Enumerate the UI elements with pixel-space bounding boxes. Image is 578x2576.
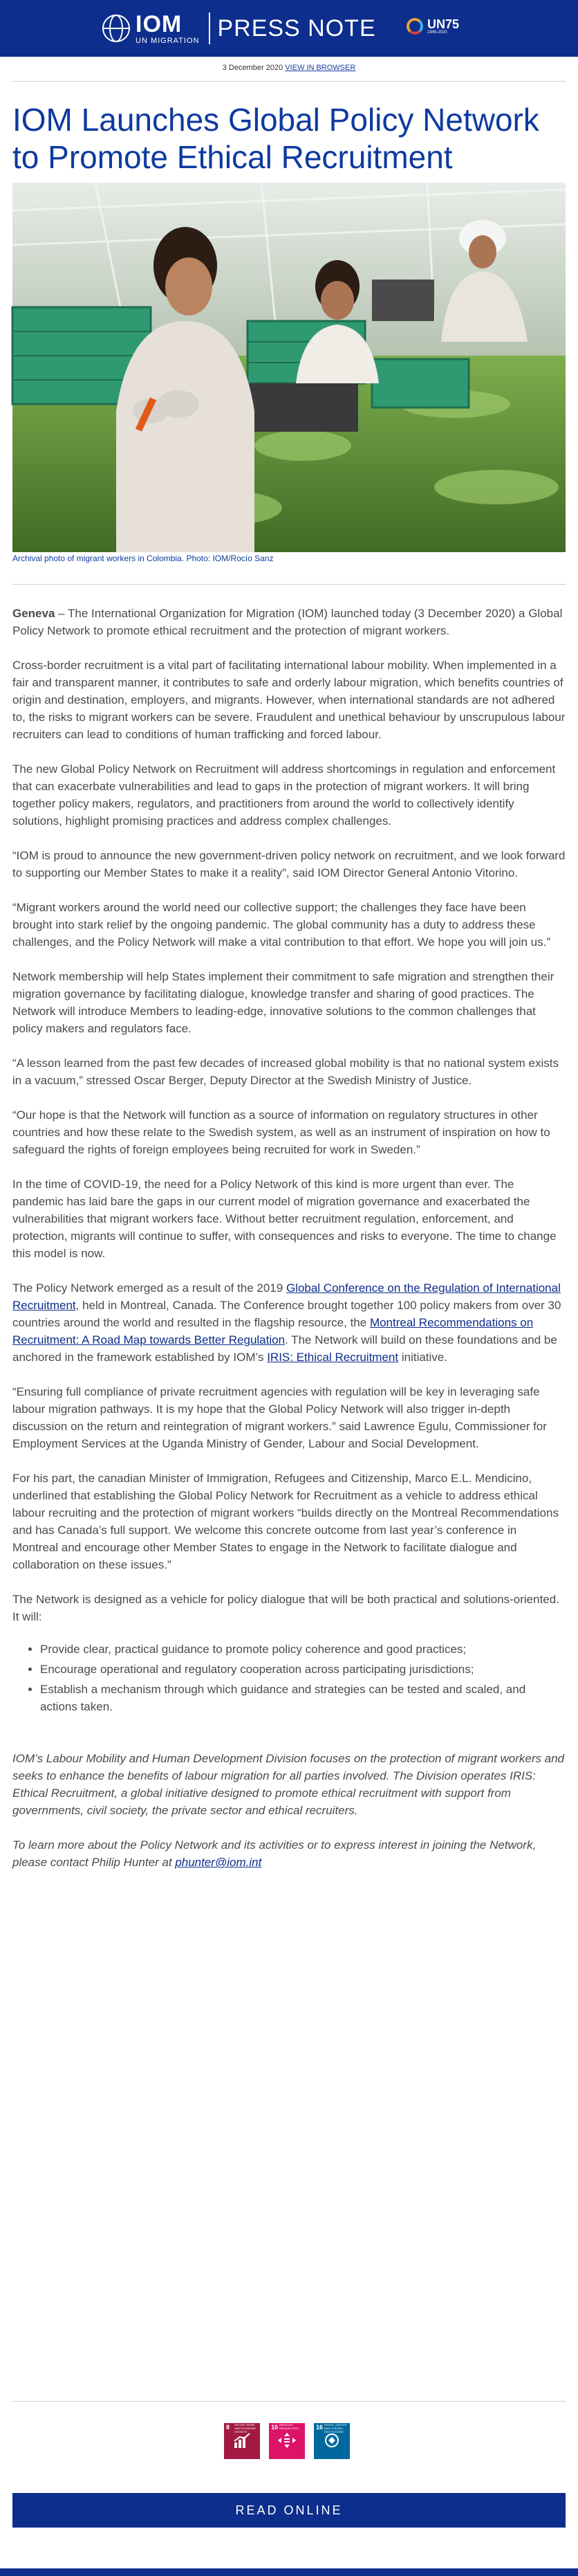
sdg-icons xyxy=(224,2423,350,2459)
read-online-button[interactable]: READ ONLINE xyxy=(12,2493,566,2528)
quote-paragraph: “Migrant workers around the world need our collective support; the challenges they face have been brought into stark relief by the ongoing pandemic. The global community has a duty to address these challenges, and the Policy Network will make a vital contribution to that effort. We hope you will join us.” xyxy=(12,901,550,949)
un75-label: UN75 xyxy=(427,17,460,31)
view-in-browser-link[interactable]: VIEW IN BROWSER xyxy=(285,64,356,72)
sdg-number: 8 xyxy=(226,2424,230,2431)
sdg-10-icon xyxy=(269,2423,305,2459)
contact-paragraph xyxy=(12,1836,566,1871)
paragraph: The Network is designed as a vehicle for policy dialogue that will be both practical and solutions-oriented. It will: xyxy=(12,1593,559,1623)
migrant-workers-greenhouse-photo xyxy=(12,183,566,552)
paragraph: In the time of COVID-19, the need for a Policy Network of this kind is more urgent than ever. The pandemic has laid bare the gaps in our current model of migration governance and exacerbated the vulnerabilities that migrant workers face. Without better recruitment regulation, enforcement, and protection, migrants will continue to suffer, with consequences and risks to everyone. The time to change this model is now. xyxy=(12,1178,557,1260)
about-division-paragraph xyxy=(12,1750,566,1819)
text-span: initiative. xyxy=(398,1351,447,1364)
contact-text: To learn more about the Policy Network and its activities or to express interest in joining the Network, please contact Philip Hunter at xyxy=(12,1838,537,1869)
section-label: PRESS NOTE xyxy=(217,15,376,42)
network-goals-list xyxy=(12,1641,566,1715)
header-divider xyxy=(209,12,210,44)
montreal-recommendations-link[interactable]: Montreal Recommendations on Recruitment: A Road Map towards Better Regulation xyxy=(12,1316,534,1346)
equality-icon xyxy=(278,2433,296,2448)
sdg-16-icon xyxy=(314,2423,350,2459)
globe-icon xyxy=(102,15,130,42)
quote-paragraph: For his part, the canadian Minister of Immigration, Refugees and Citizenship, Marco E.L. Mendicino, underlined that establishing the Global Policy Network for Recruitment as a vehicle to address ethical labour recruiting and the protection of migrant workers “builds directly on the Montreal Recommendations and has Canada’s full support. We welcome this concrete outcome from last year’s conference in Montreal and encourage other Member States to engage in the Network to facilitate dialogue and collaboration on these issues.” xyxy=(12,1472,559,1571)
dove-gavel-icon xyxy=(323,2433,341,2448)
footer-bar xyxy=(0,2568,578,2576)
article-divider xyxy=(12,584,566,585)
header-banner xyxy=(0,0,578,57)
paragraph: Network membership will help States implement their commitment to safe migration and strengthen their migration governance by facilitating dialogue, knowledge transfer and sharing of good practices. The Network will introduce Members to leading-edge, innovative solutions to the common challenges that policy makers and regulators face. xyxy=(12,970,554,1035)
un75-tagline: 1945-2020 xyxy=(427,30,447,35)
footer-divider xyxy=(12,2401,566,2402)
press-date: 3 December 2020 xyxy=(222,64,283,72)
page-title: IOM Launches Global Policy Network to Promote Ethical Recruitment xyxy=(12,102,539,175)
sdg-number: 16 xyxy=(316,2424,324,2431)
growth-chart-icon xyxy=(233,2433,251,2448)
article-body xyxy=(12,605,566,1888)
list-item: • Encourage operational and regulatory cooperation across participating jurisdictions; xyxy=(40,1661,566,1678)
list-item: • Establish a mechanism through which guidance and strategies can be tested and scaled, and actions taken. xyxy=(40,1681,566,1715)
logo-name: IOM xyxy=(136,10,183,37)
logo-tagline: UN MIGRATION xyxy=(136,36,200,45)
un75-ring-icon xyxy=(407,18,423,35)
photo-caption: Archival photo of migrant workers in Colombia. Photo: IOM/Rocío Sanz xyxy=(12,554,274,563)
iris-ethical-recruitment-link[interactable]: IRIS: Ethical Recruitment xyxy=(267,1351,399,1364)
global-conference-link[interactable]: Global Conference on the Regulation of International Recruitment xyxy=(12,1281,561,1312)
un75-logo xyxy=(407,18,459,35)
lead-paragraph xyxy=(12,605,566,639)
iom-logo[interactable] xyxy=(102,11,376,46)
quote-paragraph: “A lesson learned from the past few decades of increased global mobility is that no national system exists in a vacuum,” stressed Oscar Berger, Deputy Director at the Swedish Ministry of Justice. xyxy=(12,1057,559,1087)
sdg-number: 10 xyxy=(271,2424,279,2431)
list-item: • Provide clear, practical guidance to promote policy coherence and good practices; xyxy=(40,1641,566,1658)
dateline xyxy=(0,64,578,72)
text-span: , held in Montreal, Canada. The Conference brought together 100 policy makers from over 30 countries around the world and resulted in the flagship resource, the xyxy=(12,1299,561,1329)
sdg-label: DECENT WORK AND ECONOMIC GROWTH xyxy=(234,2423,257,2433)
text-span: . The Network will build on these foundations and be anchored in the framework established by IOM’s xyxy=(12,1333,557,1364)
quote-paragraph: “IOM is proud to announce the new government-driven policy network on recruitment, and we look forward to supporting our Member States to make it a reality”, said IOM Director General Antonio Vitorino. xyxy=(12,849,566,879)
logo-wordmark xyxy=(136,12,199,45)
sdg-label: PEACE, JUSTICE AND STRONG INSTITUTIONS xyxy=(324,2423,347,2433)
sdg-label: REDUCED INEQUALITIES xyxy=(279,2423,299,2430)
contact-email-link[interactable]: phunter@iom.int xyxy=(175,1856,262,1869)
paragraph: The new Global Policy Network on Recruitment will address shortcomings in regulation and enforcement that can exacerbate vulnerabilities and lead to gaps in the protection of migrant workers. It will bring together policy makers, regulators, and practitioners from around the world to collectively identify solutions, highlight promising practices and address complex challenges. xyxy=(12,762,556,828)
quote-paragraph: “Ensuring full compliance of private recruitment agencies with regulation will be key in leveraging safe labour migration pathways. It is my hope that the Global Policy Network will also trigger in-depth discussion on the return and reintegration of migrant workers.” said Lawrence Egulu, Commissioner for Employment Services at the Uganda Ministry of Gender, Labour and Social Development. xyxy=(12,1385,547,1450)
top-divider xyxy=(12,81,566,82)
sdg-8-icon xyxy=(224,2423,260,2459)
hero-photo xyxy=(12,183,566,552)
paragraph-with-links xyxy=(12,1279,566,1366)
lead-place: Geneva xyxy=(12,607,55,620)
paragraph: Cross-border recruitment is a vital part of facilitating international labour mobility. When implemented in a fair and transparent manner, it contributes to safe and orderly labour migration, which benefits countries of origin and destination, employers, and migrants. However, when international standards are not adhered to, the risks to migrant workers can be severe. Fraudulent and unethical behaviour by unscrupulous labour recruiters can lead to conditions of human trafficking and forced labour. xyxy=(12,659,566,741)
text-span: The Policy Network emerged as a result of the 2019 xyxy=(12,1281,286,1295)
quote-paragraph: “Our hope is that the Network will function as a source of information on regulatory structures in other countries and how these relate to the Swedish system, as well as an instrument of inspiration on how to safeguard the rights of foreign employees being recruited for work in Sweden.” xyxy=(12,1108,550,1156)
about-division-text: IOM’s Labour Mobility and Human Development Division focuses on the protection of migrant workers and seeks to enhance the benefits of labour migration for all parties involved. The Division operates IRIS: Ethical Recruitment, a global initiative designed to promote ethical recruitment with support from governments, civil society, the private sector and ethical recruiters. xyxy=(12,1752,565,1817)
lead-text: – The International Organization for Migration (IOM) launched today (3 December 2020) a Global Policy Network to promote ethical recruitment and the protection of migrant workers. xyxy=(12,607,563,637)
